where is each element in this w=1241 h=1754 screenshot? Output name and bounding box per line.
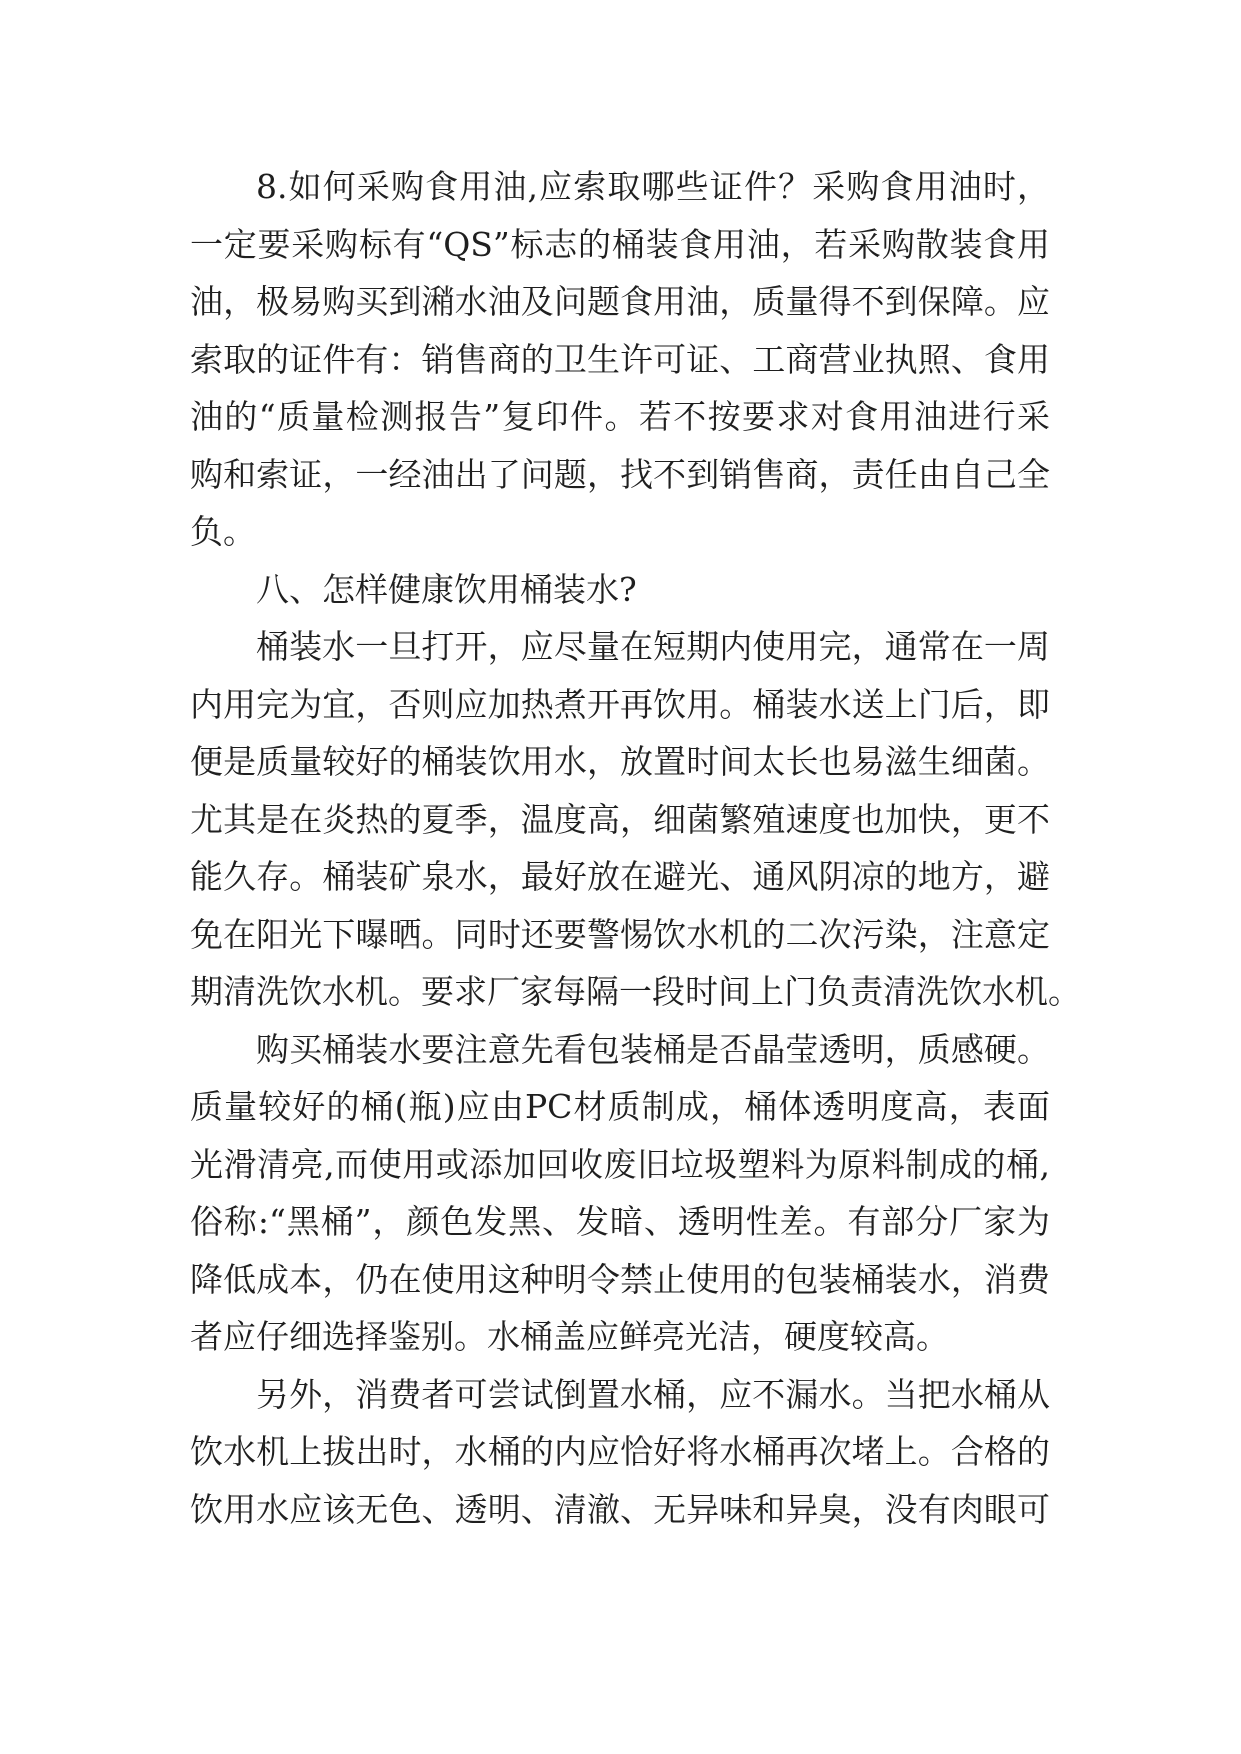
section-heading (190, 561, 1050, 619)
document-body (190, 158, 1081, 1538)
heading-text: 八、怎样健康饮用桶装水? (256, 569, 637, 609)
text-line: 降低成本，仍在使用这种明令禁止使用的包装桶装水，消费 (190, 1259, 1050, 1299)
text-line: 光滑清亮,而使用或添加回收废旧垃圾塑料为原料制成的桶, (190, 1144, 1050, 1184)
text-line: 期清洗饮水机。要求厂家每隔一段时间上门负责清洗饮水机。 (190, 972, 1081, 1011)
text-line: 饮用水应该无色、透明、清澈、无异味和异臭，没有肉眼可 (190, 1489, 1050, 1529)
text-line: 索取的证件有：销售商的卫生许可证、工商营业执照、食用 (190, 339, 1050, 379)
paragraph-bucket-quality (190, 1021, 1050, 1366)
text-line: 尤其是在炎热的夏季，温度高，细菌繁殖速度也加快，更不 (190, 799, 1050, 839)
text-line: 免在阳光下曝晒。同时还要警惕饮水机的二次污染，注意定 (190, 914, 1050, 954)
text-line: 者应仔细选择鉴别。水桶盖应鲜亮光洁，硬度较高。 (190, 1317, 949, 1356)
text-line: 油的“质量检测报告”复印件。若不按要求对食用油进行采 (190, 397, 1050, 436)
text-line: 油，极易购买到潲水油及问题食用油，质量得不到保障。应 (190, 282, 1050, 321)
paragraph-oil-purchase (190, 158, 1050, 561)
text-line: 俗称:“黑桶”，颜色发黑、发暗、透明性差。有部分厂家为 (190, 1202, 1050, 1241)
text-line: 桶装水一旦打开，应尽量在短期内使用完，通常在一周 (256, 627, 1050, 666)
text-line: 质量较好的桶(瓶)应由PC材质制成，桶体透明度高，表面 (190, 1087, 1050, 1126)
paragraph-water-storage (190, 618, 1081, 1021)
text-line: 饮水机上拔出时，水桶的内应恰好将水桶再次堵上。合格的 (190, 1432, 1050, 1471)
text-line: 购买桶装水要注意先看包装桶是否晶莹透明，质感硬。 (256, 1029, 1050, 1069)
text-line: 便是质量较好的桶装饮用水，放置时间太长也易滋生细菌。 (190, 742, 1050, 781)
text-line: 购和索证，一经油出了问题，找不到销售商，责任由自己全 (190, 454, 1050, 494)
paragraph-water-test (190, 1366, 1050, 1539)
text-line: 负。 (190, 512, 256, 551)
text-line: 8.如何采购食用油,应索取哪些证件？采购食用油时， (256, 167, 1050, 206)
text-line: 另外，消费者可尝试倒置水桶，应不漏水。当把水桶从 (256, 1374, 1050, 1414)
text-line: 内用完为宜，否则应加热煮开再饮用。桶装水送上门后，即 (190, 684, 1050, 724)
text-line: 能久存。桶装矿泉水，最好放在避光、通风阴凉的地方，避 (190, 857, 1050, 896)
text-line: 一定要采购标有“QS”标志的桶装食用油，若采购散装食用 (190, 224, 1050, 264)
